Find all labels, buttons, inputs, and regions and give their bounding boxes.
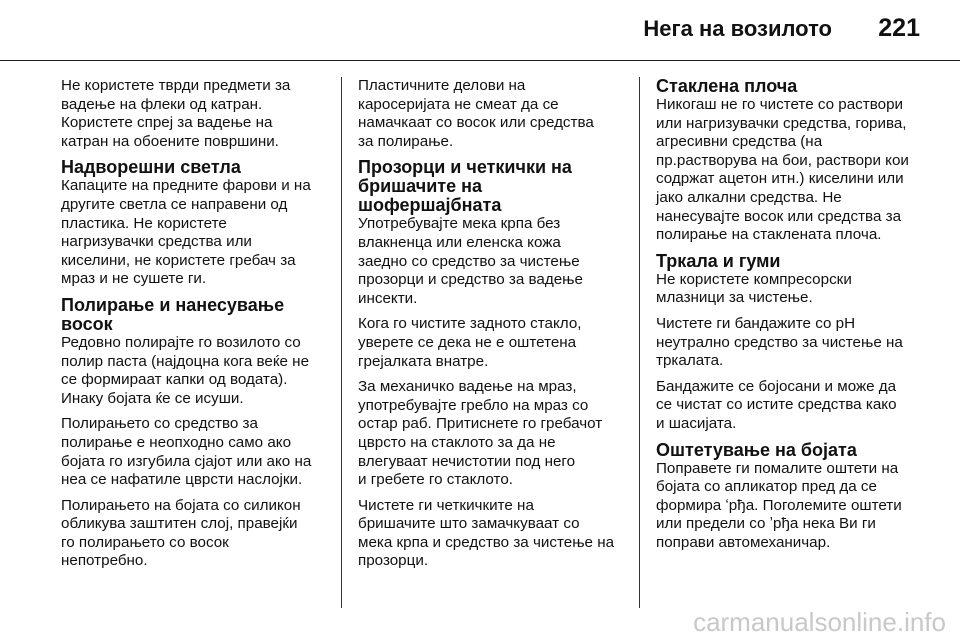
paragraph: Полирањето со средство за полирање е неопходно само ако бојата го изгубила сјајот или ако на неа се нафатиле цврсти наслојки. — [61, 415, 312, 489]
paragraph: Никогаш не го чистете со раствори или нагризувачки средства, горива, агресивни средства (на пр.растворува на бои, раствори кои содржат ацетон итн.) киселини или јако алкални средства. Не нанесувајте восок или средства за полирање на стаклената плоча. — [656, 96, 909, 244]
paragraph: Бандажите се бојосани и може да се чистат со истите средства како и шасијата. — [656, 377, 897, 432]
section-heading-paint-damage: Оштетување на бојата — [656, 439, 857, 460]
section-heading-glass-panel: Стаклена плоча — [656, 76, 798, 96]
column-2 — [358, 77, 624, 578]
paragraph: Не користете тврди предмети за вадење на флеки од катран. Користете спреј за вадење на катран на обоените површини. — [61, 77, 291, 150]
page-header-title: Нега на возилото — [643, 16, 832, 41]
watermark: carmanualsonline.info — [693, 607, 946, 637]
paragraph: Кога го чистите задното стакло, уверете се дека не е оштетена грејалката внатре. — [358, 315, 582, 370]
paragraph: За механичко вадење на мраз, употребувајте гребло на мраз со остар раб. Притиснете го гребачот цврсто на стаклото за да не влегуваат нечистотии под него и гребете го стаклото. — [358, 378, 603, 489]
paragraph: Пластичните делови на каросеријата не смеат да се намачкаат со восок или средства за полирање. — [358, 77, 594, 150]
column-1 — [61, 77, 327, 578]
column-3 — [656, 77, 922, 559]
paragraph: Редовно полирајте го возилото со полир паста (најдоцна кога веќе не се формираат капки од водата). Инаку бојата ќе се исуши. — [61, 333, 310, 407]
paragraph: Чистете ги четкичките на бришачите што замачкуваат со мека крпа и средство за чистење на прозорци. — [358, 496, 615, 570]
column-divider — [639, 77, 640, 608]
paragraph: Не користете компресорски млазници за чистење. — [656, 270, 852, 307]
paragraph: Поправете ги помалите оштети на бојата со апликатор пред да се формира ʻрђа. Поголемите оштети или предели со ʼрђа нека Ви ги поправи автомеханичар. — [656, 459, 902, 551]
paragraph: Капаците на предните фарови и на другите светла се направени од пластика. Не користете нагризувачки средства или киселини, не користете гребач за мраз и не сушете ги. — [61, 177, 311, 288]
column-divider — [341, 77, 342, 608]
section-heading-windows-wipers: Прозорци и четкички на бришачите на шофершајбната — [358, 157, 572, 216]
paragraph: Чистете ги бандажите со pH неутрално средство за чистење на тркалата. — [656, 314, 903, 370]
page-number: 221 — [878, 14, 920, 42]
header-divider — [0, 60, 960, 61]
section-heading-polishing-waxing: Полирање и нанесување восок — [61, 294, 285, 334]
paragraph: Употребувајте мека крпа без влакненца или еленска кожа заедно со средство за чистење прозорци и средство за вадење инсекти. — [358, 215, 583, 307]
section-heading-wheels-tyres: Тркала и гуми — [656, 250, 781, 271]
section-heading-exterior-lights: Надворешни светла — [61, 157, 241, 178]
paragraph: Полирањето на бојата со силикон обликува заштитен слој, правејќи го полирањето со восок непотребно. — [61, 496, 301, 570]
